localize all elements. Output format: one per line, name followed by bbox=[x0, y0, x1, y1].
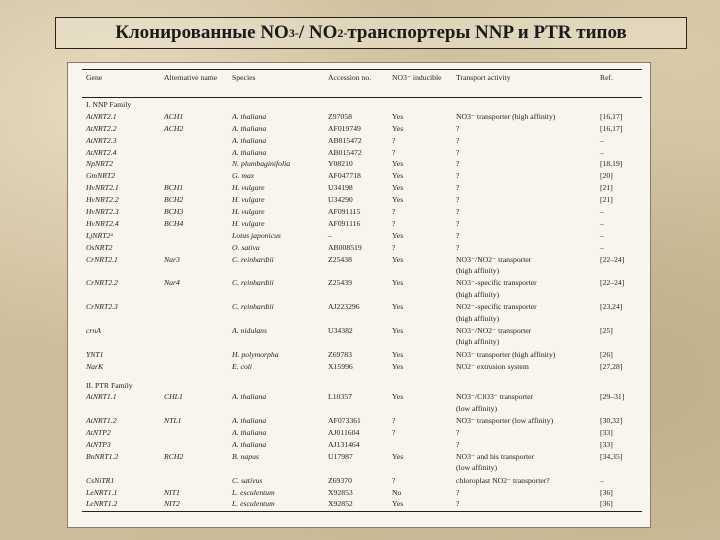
cell-ref: [21] bbox=[600, 183, 613, 193]
cell-species: A. thaliana bbox=[232, 135, 267, 145]
cell-accession: X15996 bbox=[328, 361, 353, 371]
cell-gene: GmNRT2 bbox=[86, 171, 116, 181]
cell-ref: – bbox=[600, 135, 604, 145]
cell-species: H. vulgare bbox=[232, 207, 265, 217]
cell-ref: [36] bbox=[600, 499, 613, 509]
table-body bbox=[82, 98, 642, 509]
cell-species: C. reinhardtii bbox=[232, 302, 274, 312]
cell-line: (high affinity) bbox=[456, 337, 500, 347]
header-species: Species bbox=[232, 73, 256, 82]
cell-accession: Y08210 bbox=[328, 159, 353, 169]
cell-inducible: Yes bbox=[392, 171, 404, 181]
cell-species: A. thaliana bbox=[232, 147, 267, 157]
cell-gene: HvNRT2.2 bbox=[86, 195, 119, 205]
cell-gene: LeNRT1.2 bbox=[86, 499, 118, 509]
table-row bbox=[82, 253, 642, 277]
cell-ref: [21] bbox=[600, 195, 613, 205]
cell-accession: AJ131464 bbox=[328, 440, 360, 450]
cell-transport-activity: NO3⁻ transporter (high affinity) bbox=[456, 111, 556, 121]
table-row bbox=[82, 241, 642, 253]
cell-species: A. thaliana bbox=[232, 416, 267, 426]
cell-species: B. napus bbox=[232, 451, 259, 461]
cell-transport-activity bbox=[456, 254, 531, 277]
cell-accession: U17987 bbox=[328, 451, 353, 461]
cell-species: O. sativa bbox=[232, 242, 260, 252]
cell-inducible: Yes bbox=[392, 361, 404, 371]
cell-gene: CrNRT2.3 bbox=[86, 302, 118, 312]
cell-accession: X92852 bbox=[328, 499, 353, 509]
cell-gene: CsNiTR1 bbox=[86, 475, 115, 485]
cell-ref: – bbox=[600, 207, 604, 217]
title-prefix: Клонированные NO bbox=[115, 22, 289, 43]
cell-inducible: Yes bbox=[392, 254, 404, 264]
cell-alt-name: BCH1 bbox=[164, 183, 184, 193]
cell-line: (low affinity) bbox=[456, 463, 498, 473]
cell-line: NO3⁻/NO2⁻ transporter bbox=[456, 254, 532, 264]
cell-species: L. esculentum bbox=[232, 487, 275, 497]
cell-gene: BnNRT1.2 bbox=[86, 451, 119, 461]
cell-accession: AF091115 bbox=[328, 207, 361, 217]
cell-alt-name: BCH4 bbox=[164, 218, 184, 228]
table-row bbox=[82, 146, 642, 158]
cell-transport-activity bbox=[456, 277, 537, 300]
cell-gene: HvNRT2.3 bbox=[86, 207, 119, 217]
cell-line: (high affinity) bbox=[456, 289, 500, 299]
cell-ref: [25] bbox=[600, 325, 613, 335]
table-row bbox=[82, 324, 642, 348]
cell-inducible: Yes bbox=[392, 183, 404, 193]
cell-accession: AB008519 bbox=[328, 242, 362, 252]
cell-accession: AJ223296 bbox=[328, 302, 360, 312]
cell-transport-activity: ? bbox=[456, 242, 460, 252]
cell-ref: – bbox=[600, 242, 604, 252]
cell-alt-name: RCH2 bbox=[164, 451, 184, 461]
cell-accession: AJ011604 bbox=[328, 428, 360, 438]
cell-accession: Z25438 bbox=[328, 254, 352, 264]
cell-ref: – bbox=[600, 218, 604, 228]
cell-gene: AtNTP3 bbox=[86, 440, 111, 450]
cell-inducible: ? bbox=[392, 218, 396, 228]
cell-transport-activity: ? bbox=[456, 171, 460, 181]
cell-ref: [22–24] bbox=[600, 254, 625, 264]
cell-species: A. thaliana bbox=[232, 428, 267, 438]
cell-ref: [36] bbox=[600, 487, 613, 497]
cell-accession: Z25439 bbox=[328, 278, 352, 288]
cell-line: NO3⁻-specific transporter bbox=[456, 278, 537, 288]
cell-alt-name: NIT1 bbox=[164, 487, 180, 497]
title-suffix: транспортеры NNP и PTR типов bbox=[347, 22, 627, 43]
header-accession: Accession no. bbox=[328, 73, 372, 82]
table-row bbox=[82, 348, 642, 360]
cell-transport-activity: chloroplast NO2⁻ transporter? bbox=[456, 475, 550, 485]
cell-alt-name: Nar4 bbox=[164, 278, 180, 288]
cell-ref: [23,24] bbox=[600, 302, 623, 312]
cell-transport-activity: ? bbox=[456, 487, 460, 497]
cell-inducible: Yes bbox=[392, 499, 404, 509]
table-row bbox=[82, 276, 642, 300]
cell-ref: [30,32] bbox=[600, 416, 623, 426]
cell-inducible: ? bbox=[392, 147, 396, 157]
table-header-row bbox=[82, 69, 642, 98]
table-row bbox=[82, 486, 642, 498]
cell-inducible: Yes bbox=[392, 230, 404, 240]
table-row bbox=[82, 474, 642, 486]
table-row bbox=[82, 181, 642, 193]
cell-accession: X92853 bbox=[328, 487, 353, 497]
cell-accession: AF073361 bbox=[328, 416, 361, 426]
cell-accession: – bbox=[328, 230, 332, 240]
title-slash: / NO bbox=[298, 22, 338, 43]
cell-species: H. vulgare bbox=[232, 218, 265, 228]
cell-species: A. nidulans bbox=[232, 325, 268, 335]
cell-transport-activity: ? bbox=[456, 428, 460, 438]
cell-species: G. max bbox=[232, 171, 255, 181]
table-row bbox=[82, 450, 642, 474]
table-row bbox=[82, 360, 642, 372]
header-alternative-name: Alternative name bbox=[164, 73, 218, 82]
cell-transport-activity: ? bbox=[456, 147, 460, 157]
cell-species: A. thaliana bbox=[232, 123, 267, 133]
cell-transport-activity: ? bbox=[456, 499, 460, 509]
cell-transport-activity: NO3⁻ transporter (high affinity) bbox=[456, 349, 556, 359]
cell-line: (high affinity) bbox=[456, 313, 500, 323]
table-row bbox=[82, 110, 642, 122]
cell-accession: Z69370 bbox=[328, 475, 352, 485]
cell-transport-activity: NO3⁻ transporter (low affinity) bbox=[456, 416, 554, 426]
cell-species: C. reinhardtii bbox=[232, 278, 274, 288]
cell-species: A. thaliana bbox=[232, 392, 267, 402]
cell-gene: AtNRT2.3 bbox=[86, 135, 117, 145]
cell-alt-name: BCH3 bbox=[164, 207, 184, 217]
cell-ref: [34,35] bbox=[600, 451, 623, 461]
cell-gene: OsNRT2 bbox=[86, 242, 113, 252]
cell-accession: AF047718 bbox=[328, 171, 361, 181]
cell-ref: [20] bbox=[600, 171, 613, 181]
cell-transport-activity: ? bbox=[456, 123, 460, 133]
cell-species: A. thaliana bbox=[232, 111, 267, 121]
table-bottom-rule bbox=[82, 511, 642, 512]
cell-accession: AF019749 bbox=[328, 123, 361, 133]
cell-alt-name: ACH1 bbox=[164, 111, 184, 121]
cell-inducible: ? bbox=[392, 428, 396, 438]
cell-ref: [33] bbox=[600, 428, 613, 438]
cell-ref: [29–31] bbox=[600, 392, 625, 402]
cell-transport-activity: ? bbox=[456, 207, 460, 217]
cell-inducible: Yes bbox=[392, 111, 404, 121]
cell-ref: [26] bbox=[600, 349, 613, 359]
table-row bbox=[82, 205, 642, 217]
cell-transport-activity: ? bbox=[456, 195, 460, 205]
cell-accession: U34290 bbox=[328, 195, 353, 205]
cell-gene: AtNRT2.1 bbox=[86, 111, 117, 121]
cell-gene: CrNRT2.1 bbox=[86, 254, 118, 264]
cell-transport-activity bbox=[456, 451, 534, 474]
table-row bbox=[82, 193, 642, 205]
cell-ref: [18,19] bbox=[600, 159, 623, 169]
cell-transport-activity: ? bbox=[456, 183, 460, 193]
cell-ref: [16,17] bbox=[600, 123, 623, 133]
cell-ref: – bbox=[600, 475, 604, 485]
cell-species: E. coli bbox=[232, 361, 253, 371]
cell-ref: [27,28] bbox=[600, 361, 623, 371]
cell-accession: Z69783 bbox=[328, 349, 352, 359]
cell-inducible: Yes bbox=[392, 195, 404, 205]
section-heading bbox=[82, 379, 642, 391]
cell-species: A. thaliana bbox=[232, 440, 267, 450]
table-row bbox=[82, 414, 642, 426]
cell-transport-activity: ? bbox=[456, 440, 460, 450]
table-row bbox=[82, 169, 642, 181]
cell-accession: AB015472 bbox=[328, 147, 362, 157]
cell-line: (high affinity) bbox=[456, 265, 500, 275]
table-row bbox=[82, 157, 642, 169]
cell-transport-activity bbox=[456, 325, 531, 348]
cell-ref: [16,17] bbox=[600, 111, 623, 121]
cell-species: H. vulgare bbox=[232, 183, 265, 193]
cell-inducible: Yes bbox=[392, 278, 404, 288]
cell-gene: CrNRT2.2 bbox=[86, 278, 118, 288]
cell-species: C. reinhardtii bbox=[232, 254, 274, 264]
cell-line: (low affinity) bbox=[456, 403, 498, 413]
table-row bbox=[82, 300, 642, 324]
cell-gene: NpNRT2 bbox=[86, 159, 113, 169]
cell-accession: U34382 bbox=[328, 325, 353, 335]
cell-gene: YNT1 bbox=[86, 349, 104, 359]
cell-line: NO3⁻ and his transporter bbox=[456, 451, 535, 461]
table-row bbox=[82, 426, 642, 438]
cell-line: NO2⁻-specific transporter bbox=[456, 302, 537, 312]
table-row bbox=[82, 217, 642, 229]
slide-title: Клонированные NO 3 - / NO 2 - транспортеры NNP и PTR типов bbox=[55, 17, 687, 49]
cell-gene: AtNRT2.4 bbox=[86, 147, 117, 157]
cell-inducible: ? bbox=[392, 135, 396, 145]
table-row bbox=[82, 438, 642, 450]
cell-inducible: No bbox=[392, 487, 402, 497]
cell-species: L. esculentum bbox=[232, 499, 275, 509]
cell-gene: HvNRT2.4 bbox=[86, 218, 119, 228]
cell-species: C. sativus bbox=[232, 475, 263, 485]
section-heading bbox=[82, 98, 642, 110]
cell-accession: Z97058 bbox=[328, 111, 352, 121]
cell-alt-name: ACH2 bbox=[164, 123, 184, 133]
header-ref: Ref. bbox=[600, 73, 614, 82]
cell-inducible: ? bbox=[392, 416, 396, 426]
cell-transport-activity bbox=[456, 301, 537, 324]
cell-gene: AtNRT1.1 bbox=[86, 392, 117, 402]
cell-accession: U34198 bbox=[328, 183, 353, 193]
cell-gene: crnA bbox=[86, 325, 101, 335]
section-label: I. NNP Family bbox=[86, 100, 132, 109]
cell-gene: LjNRT2ᵃ bbox=[86, 230, 114, 240]
cell-inducible: Yes bbox=[392, 392, 404, 402]
cell-species: Lotus japonicus bbox=[232, 230, 281, 240]
cell-gene: NarK bbox=[86, 361, 104, 371]
table-row bbox=[82, 134, 642, 146]
transporter-table bbox=[82, 69, 642, 512]
header-transport-activity: Transport activity bbox=[456, 73, 511, 82]
cell-ref: – bbox=[600, 147, 604, 157]
cell-inducible: ? bbox=[392, 207, 396, 217]
cell-accession: L10357 bbox=[328, 392, 352, 402]
cell-line: NO3⁻/ClO3⁻ transporter bbox=[456, 392, 534, 402]
cell-transport-activity: ? bbox=[456, 135, 460, 145]
cell-species: N. plumbaginifolia bbox=[232, 159, 291, 169]
cell-alt-name: BCH2 bbox=[164, 195, 184, 205]
cell-inducible: Yes bbox=[392, 302, 404, 312]
cell-gene: HvNRT2.1 bbox=[86, 183, 119, 193]
cell-gene: AtNTP2 bbox=[86, 428, 111, 438]
table-panel bbox=[67, 62, 651, 528]
table-row bbox=[82, 390, 642, 414]
cell-alt-name: CHL1 bbox=[164, 392, 183, 402]
cell-gene: AtNRT2.2 bbox=[86, 123, 117, 133]
cell-transport-activity bbox=[456, 391, 533, 414]
cell-transport-activity: ? bbox=[456, 230, 460, 240]
table-row bbox=[82, 497, 642, 509]
header-gene: Gene bbox=[86, 73, 103, 82]
cell-transport-activity: NO2⁻ extrusion system bbox=[456, 361, 529, 371]
cell-inducible: Yes bbox=[392, 325, 404, 335]
cell-inducible: Yes bbox=[392, 123, 404, 133]
cell-accession: AB015472 bbox=[328, 135, 362, 145]
cell-ref: – bbox=[600, 230, 604, 240]
cell-inducible: ? bbox=[392, 475, 396, 485]
cell-gene: LeNRT1.1 bbox=[86, 487, 118, 497]
cell-species: H. vulgare bbox=[232, 195, 265, 205]
cell-inducible: ? bbox=[392, 242, 396, 252]
cell-species: H. polymorpha bbox=[232, 349, 279, 359]
section-label: II. PTR Family bbox=[86, 380, 133, 390]
cell-alt-name: NIT2 bbox=[164, 499, 180, 509]
cell-line: NO3⁻/NO2⁻ transporter bbox=[456, 325, 532, 335]
table-row bbox=[82, 229, 642, 241]
header-inducible: NO3⁻ inducible bbox=[392, 73, 442, 82]
cell-gene: AtNRT1.2 bbox=[86, 416, 117, 426]
cell-ref: [22–24] bbox=[600, 278, 625, 288]
table-row bbox=[82, 122, 642, 134]
cell-inducible: Yes bbox=[392, 159, 404, 169]
cell-transport-activity: ? bbox=[456, 159, 460, 169]
cell-inducible: Yes bbox=[392, 451, 404, 461]
cell-alt-name: Nar3 bbox=[164, 254, 180, 264]
cell-alt-name: NTL1 bbox=[164, 416, 182, 426]
cell-inducible: Yes bbox=[392, 349, 404, 359]
cell-ref: [33] bbox=[600, 440, 613, 450]
cell-transport-activity: ? bbox=[456, 218, 460, 228]
cell-accession: AF091116 bbox=[328, 218, 361, 228]
